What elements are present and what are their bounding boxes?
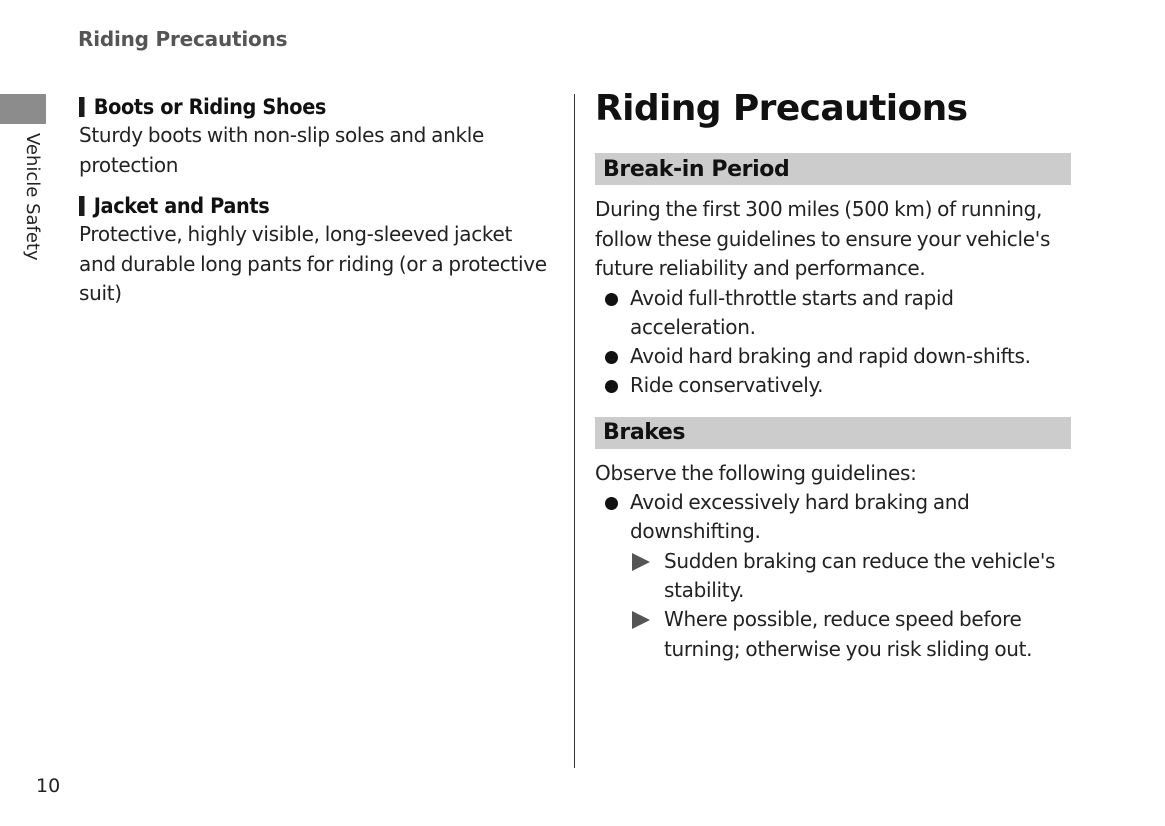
brakes-intro: Observe the following guidelines: [595, 460, 917, 485]
column-divider [574, 94, 575, 768]
list-item [595, 284, 1071, 343]
heading-marker-icon [79, 196, 85, 216]
list-item-text: Avoid hard braking and rapid down-shifts. [630, 344, 1031, 369]
boots-heading [79, 93, 511, 121]
list-item [595, 371, 1071, 400]
bullet-icon [605, 497, 618, 510]
break-in-intro: During the first 300 miles (500 km) of running, follow these guidelines to ensure your vehicle's future reliability and performance. [595, 197, 1051, 280]
list-item-text: Avoid excessively hard braking and downshifting. [630, 490, 970, 544]
list-item-text: Avoid full-throttle starts and rapid acceleration. [630, 285, 954, 339]
bullet-icon [605, 380, 618, 393]
sub-point-item [595, 605, 1071, 664]
brakes-sub-point-list [595, 547, 1071, 664]
jacket-heading [79, 192, 511, 220]
jacket-heading-text: Jacket and Pants [93, 194, 270, 218]
right-column [595, 86, 1071, 664]
section-tab-marker [0, 94, 46, 124]
boots-text: Sturdy boots with non-slip soles and ankle protection [79, 123, 484, 177]
jacket-section [79, 192, 549, 309]
jacket-text: Protective, highly visible, long-sleeved jacket and durable long pants for riding (or a protective suit) [79, 222, 547, 305]
brakes-heading: Brakes [595, 417, 1071, 449]
triangle-arrow-icon [632, 553, 650, 571]
break-in-bullet-list [595, 284, 1071, 401]
left-column [79, 93, 549, 309]
page-title: Riding Precautions [595, 88, 968, 129]
sub-point-text: Sudden braking can reduce the vehicle's stability. [664, 548, 1056, 603]
heading-marker-icon [79, 97, 85, 117]
list-item-text: Ride conservatively. [630, 373, 824, 398]
sub-point-item [595, 547, 1071, 606]
sub-point-text: Where possible, reduce speed before turning; otherwise you risk sliding out. [664, 607, 1033, 661]
brakes-bullet-list [595, 488, 1071, 547]
brakes-section [595, 417, 1071, 664]
page-number: 10 [36, 775, 61, 797]
boots-heading-text: Boots or Riding Shoes [93, 95, 327, 119]
list-item [595, 488, 1071, 547]
bullet-icon [605, 293, 618, 306]
break-in-section [595, 153, 1071, 401]
bullet-icon [605, 351, 618, 364]
boots-section [79, 93, 549, 180]
break-in-heading: Break-in Period [595, 153, 1071, 185]
running-header: Riding Precautions [78, 27, 288, 51]
list-item [595, 342, 1071, 371]
section-tab-label: Vehicle Safety [22, 133, 43, 261]
triangle-arrow-icon [632, 611, 650, 629]
